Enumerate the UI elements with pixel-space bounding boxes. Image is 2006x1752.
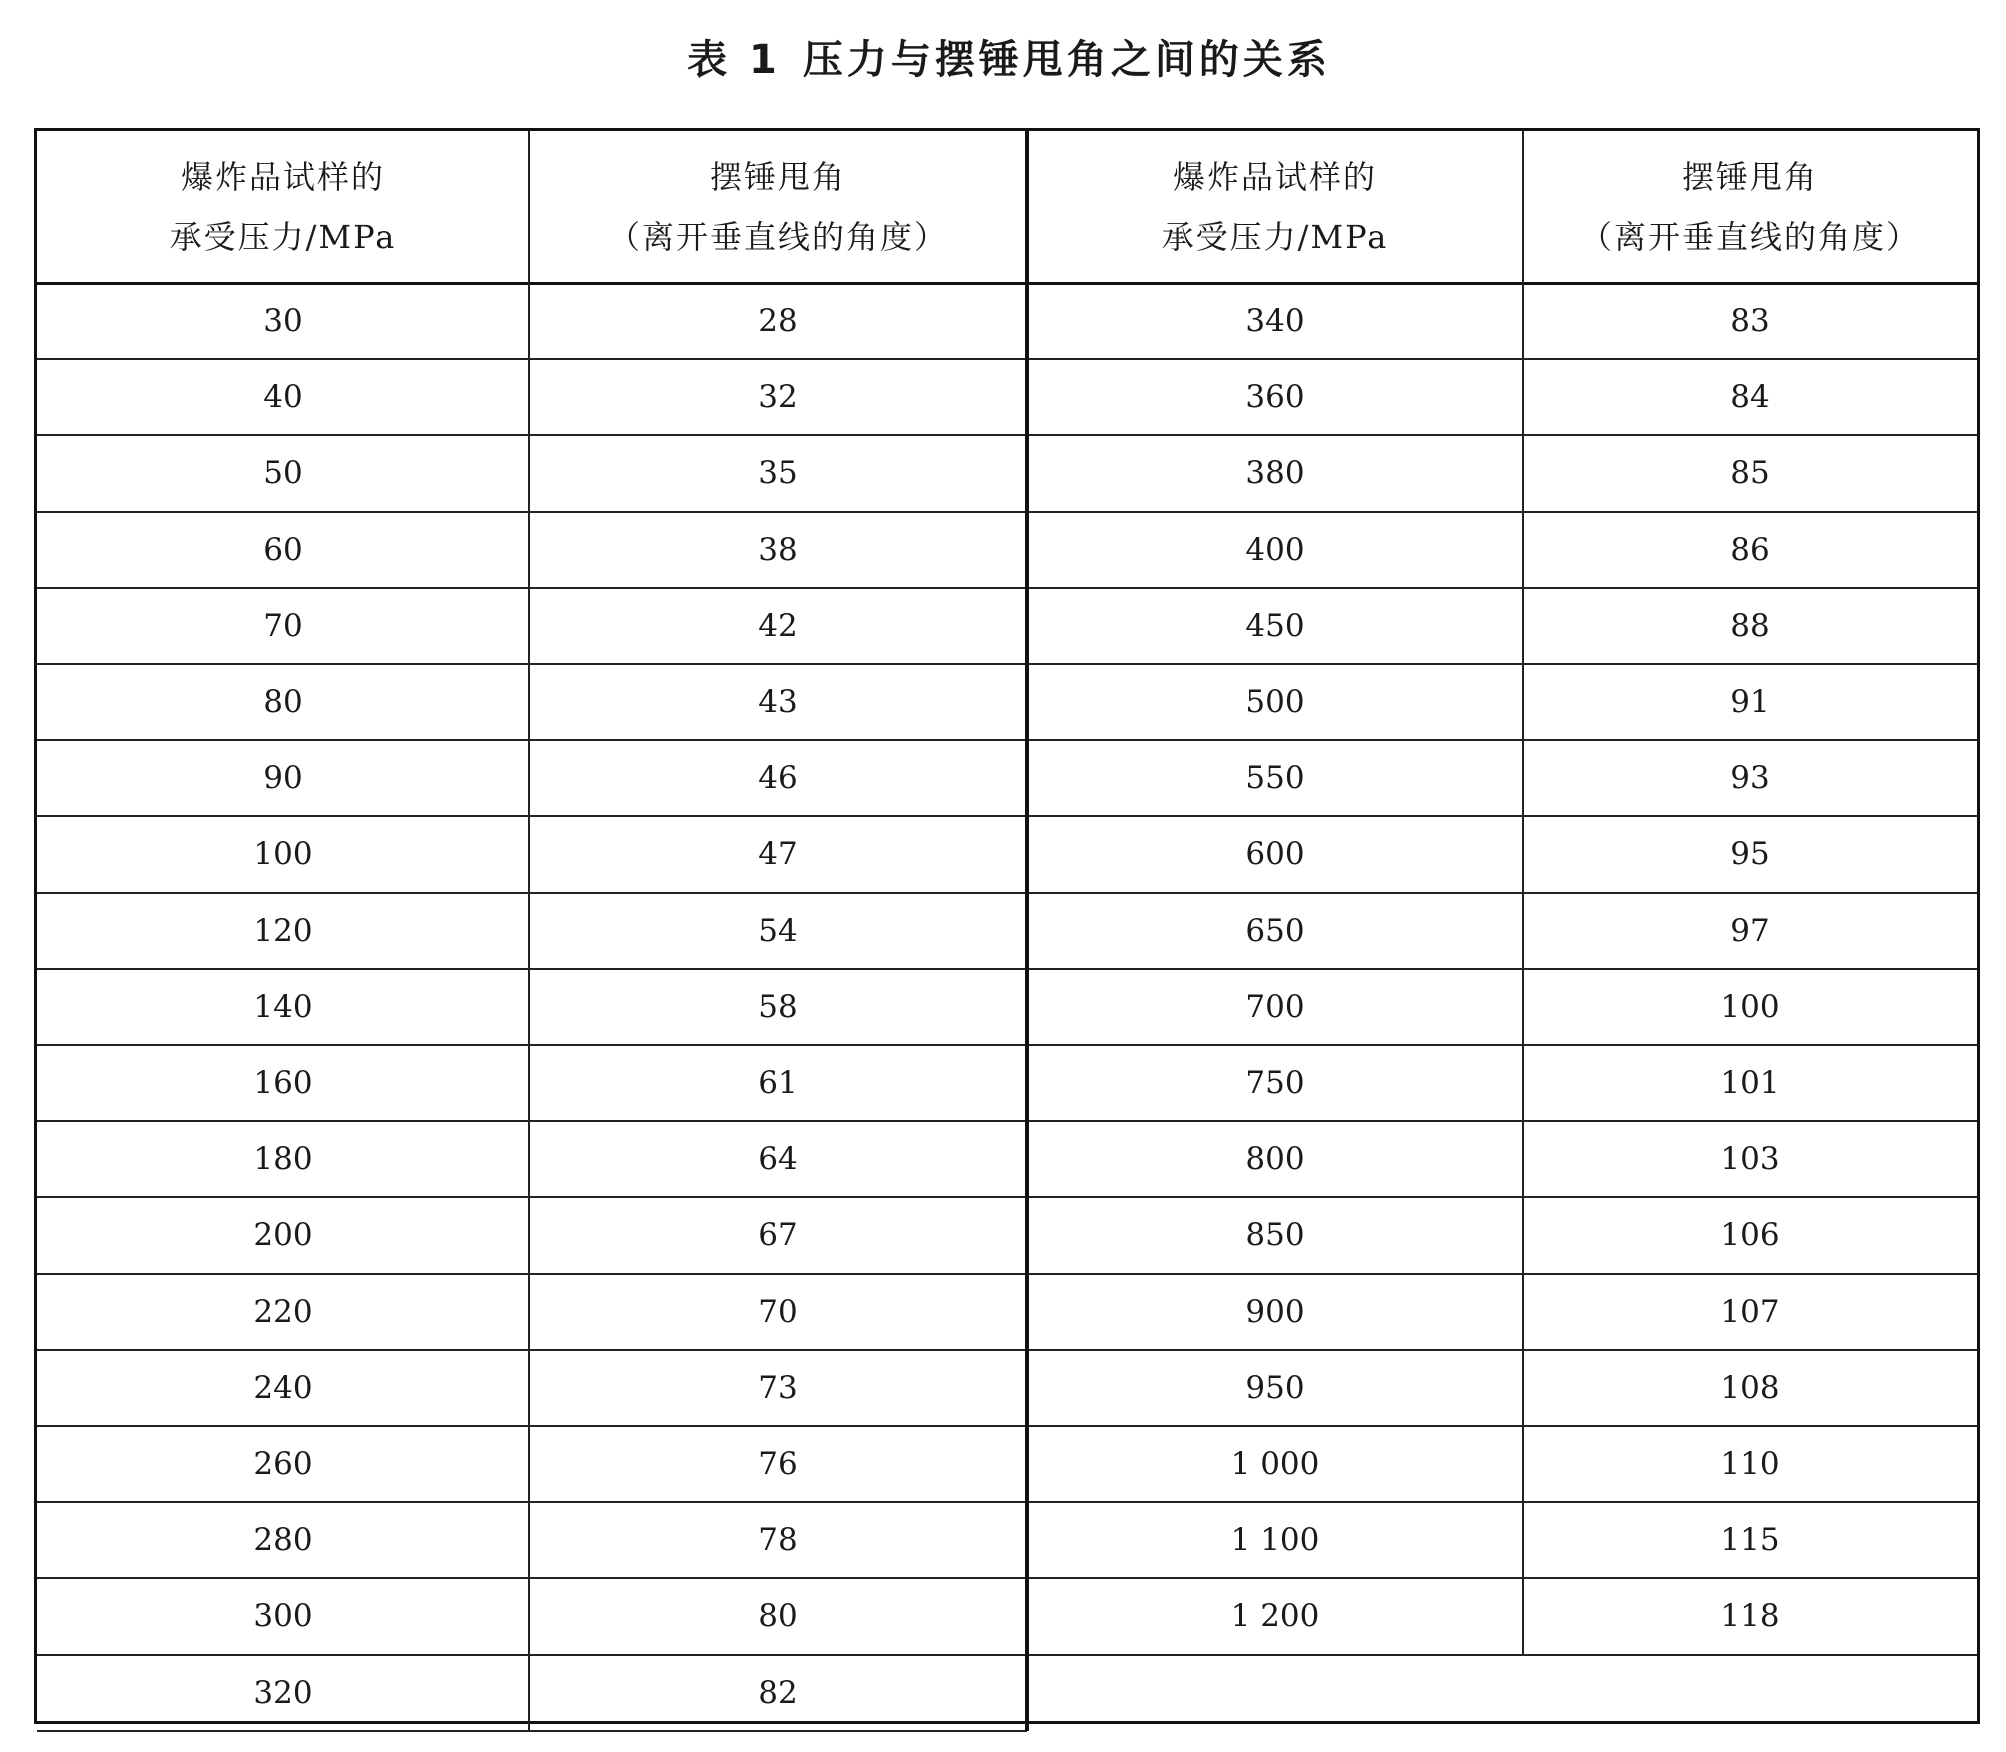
table-cell: 80 xyxy=(758,1598,798,1635)
table-caption: 压力与摆锤甩角之间的关系 xyxy=(802,37,1331,83)
header-line: （离开垂直线的角度） xyxy=(1579,218,1920,256)
table-cell: 340 xyxy=(1245,303,1305,340)
table-cell: 38 xyxy=(758,531,798,568)
table-cell: 80 xyxy=(263,684,303,721)
table-cell: 97 xyxy=(1730,912,1770,949)
table-cell: 700 xyxy=(1245,988,1305,1025)
header-line: 摆锤甩角 xyxy=(1681,158,1818,196)
table-cell: 54 xyxy=(758,912,798,949)
header-cell xyxy=(529,131,1027,283)
table-cell: 160 xyxy=(253,1065,313,1102)
center-divider xyxy=(1025,131,1029,1731)
table-cell: 64 xyxy=(758,1141,798,1178)
table-cell: 850 xyxy=(1245,1217,1305,1254)
table-cell: 140 xyxy=(253,988,313,1025)
table-number: 表 1 xyxy=(687,37,781,83)
table-cell: 47 xyxy=(758,836,798,873)
table-cell: 70 xyxy=(263,607,303,644)
table-cell: 90 xyxy=(263,760,303,797)
table-cell: 380 xyxy=(1245,455,1305,492)
table-title xyxy=(0,28,2006,85)
table-cell: 320 xyxy=(253,1674,313,1711)
table-cell: 42 xyxy=(758,607,798,644)
table-cell: 110 xyxy=(1720,1446,1780,1483)
pressure-angle-table xyxy=(34,128,1980,1724)
column-divider xyxy=(1522,131,1524,1655)
table-cell: 100 xyxy=(253,836,313,873)
table-cell: 1 200 xyxy=(1230,1598,1320,1635)
table-cell: 28 xyxy=(758,303,798,340)
table-cell: 800 xyxy=(1245,1141,1305,1178)
table-cell: 650 xyxy=(1245,912,1305,949)
table-cell: 101 xyxy=(1720,1065,1780,1102)
table-cell: 58 xyxy=(758,988,798,1025)
header-line: 承受压力/MPa xyxy=(1161,218,1389,256)
header-line: 爆炸品试样的 xyxy=(180,158,385,196)
table-cell: 76 xyxy=(758,1446,798,1483)
header-line: 爆炸品试样的 xyxy=(1172,158,1377,196)
table-cell: 280 xyxy=(253,1522,313,1559)
row-divider xyxy=(37,1730,1027,1732)
table-cell: 91 xyxy=(1730,684,1770,721)
table-cell: 83 xyxy=(1730,303,1770,340)
table-cell: 400 xyxy=(1245,531,1305,568)
table-cell: 550 xyxy=(1245,760,1305,797)
table-cell: 85 xyxy=(1730,455,1770,492)
table-cell: 118 xyxy=(1720,1598,1780,1635)
header-cell xyxy=(37,131,529,283)
table-cell: 108 xyxy=(1720,1369,1780,1406)
table-cell: 86 xyxy=(1730,531,1770,568)
table-cell: 115 xyxy=(1720,1522,1780,1559)
table-cell: 600 xyxy=(1245,836,1305,873)
table-cell: 360 xyxy=(1245,379,1305,416)
table-cell: 50 xyxy=(263,455,303,492)
table-cell: 32 xyxy=(758,379,798,416)
table-cell: 220 xyxy=(253,1293,313,1330)
table-cell: 950 xyxy=(1245,1369,1305,1406)
table-cell: 43 xyxy=(758,684,798,721)
table-cell: 67 xyxy=(758,1217,798,1254)
table-cell: 106 xyxy=(1720,1217,1780,1254)
header-line: （离开垂直线的角度） xyxy=(607,218,948,256)
table-cell: 30 xyxy=(263,303,303,340)
table-cell: 46 xyxy=(758,760,798,797)
table-cell: 103 xyxy=(1720,1141,1780,1178)
table-cell: 60 xyxy=(263,531,303,568)
header-cell xyxy=(1523,131,1977,283)
table-cell: 88 xyxy=(1730,607,1770,644)
table-cell: 107 xyxy=(1720,1293,1780,1330)
table-cell: 260 xyxy=(253,1446,313,1483)
table-cell: 240 xyxy=(253,1369,313,1406)
table-cell: 40 xyxy=(263,379,303,416)
header-cell xyxy=(1027,131,1523,283)
table-cell: 78 xyxy=(758,1522,798,1559)
table-cell: 300 xyxy=(253,1598,313,1635)
table-cell: 70 xyxy=(758,1293,798,1330)
table-cell: 93 xyxy=(1730,760,1770,797)
table-cell: 180 xyxy=(253,1141,313,1178)
table-cell: 84 xyxy=(1730,379,1770,416)
row-divider xyxy=(1027,1654,1977,1656)
table-cell: 82 xyxy=(758,1674,798,1711)
header-line: 摆锤甩角 xyxy=(709,158,846,196)
table-cell: 900 xyxy=(1245,1293,1305,1330)
table-cell: 120 xyxy=(253,912,313,949)
table-cell: 200 xyxy=(253,1217,313,1254)
table-cell: 450 xyxy=(1245,607,1305,644)
table-cell: 61 xyxy=(758,1065,798,1102)
table-cell: 100 xyxy=(1720,988,1780,1025)
table-cell: 1 000 xyxy=(1230,1446,1320,1483)
table-cell: 35 xyxy=(758,455,798,492)
table-cell: 500 xyxy=(1245,684,1305,721)
table-cell: 1 100 xyxy=(1230,1522,1320,1559)
table-cell: 73 xyxy=(758,1369,798,1406)
table-cell: 750 xyxy=(1245,1065,1305,1102)
column-divider xyxy=(528,131,530,1731)
header-line: 承受压力/MPa xyxy=(169,218,397,256)
table-cell: 95 xyxy=(1730,836,1770,873)
